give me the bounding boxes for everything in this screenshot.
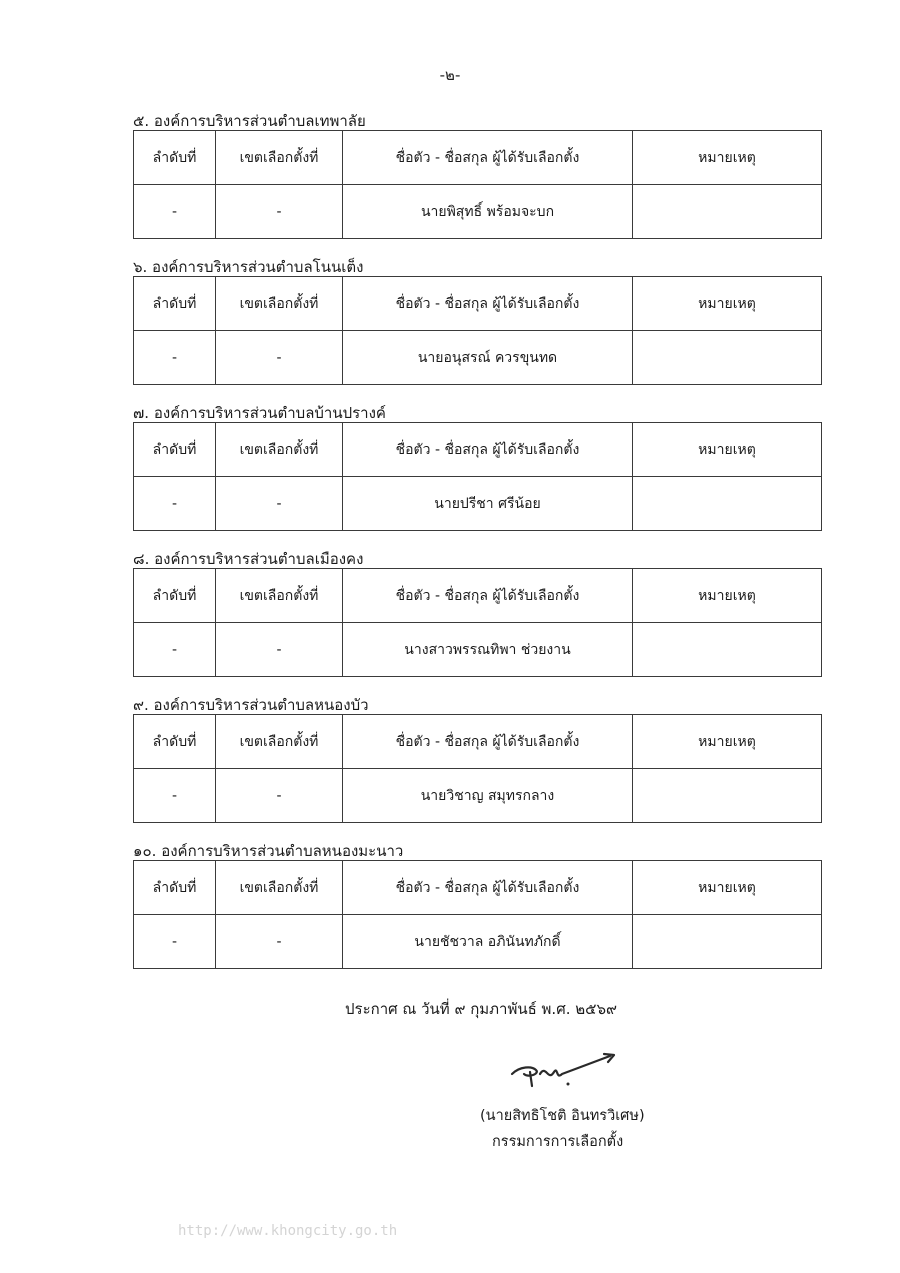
- cell-order: -: [134, 623, 216, 677]
- table-row: [134, 477, 822, 531]
- results-table: [133, 568, 822, 677]
- table-row: [134, 623, 822, 677]
- header-order: ลำดับที่: [134, 131, 216, 185]
- table-header-row: [134, 861, 822, 915]
- page-number: -๒-: [439, 66, 461, 84]
- table-header-row: [134, 277, 822, 331]
- header-district: เขตเลือกตั้งที่: [216, 423, 343, 477]
- results-table: [133, 860, 822, 969]
- header-name: ชื่อตัว - ชื่อสกุล ผู้ได้รับเลือกตั้ง: [343, 423, 633, 477]
- cell-remark: [633, 623, 822, 677]
- cell-name: นายปรีชา ศรีน้อย: [343, 477, 633, 531]
- cell-district: -: [216, 915, 343, 969]
- header-remark: หมายเหตุ: [633, 861, 822, 915]
- source-watermark: http://www.khongcity.go.th: [178, 1223, 398, 1239]
- signature-image: [510, 1052, 620, 1092]
- cell-remark: [633, 185, 822, 239]
- cell-remark: [633, 331, 822, 385]
- section-title: ๗. องค์การบริหารส่วนตำบลบ้านปรางค์: [133, 404, 386, 422]
- header-district: เขตเลือกตั้งที่: [216, 131, 343, 185]
- cell-name: นายพิสุทธิ์ พร้อมจะบก: [343, 185, 633, 239]
- cell-order: -: [134, 331, 216, 385]
- cell-remark: [633, 477, 822, 531]
- cell-order: -: [134, 915, 216, 969]
- section-title: ๖. องค์การบริหารส่วนตำบลโนนเต็ง: [133, 258, 364, 276]
- results-table: [133, 714, 822, 823]
- header-remark: หมายเหตุ: [633, 715, 822, 769]
- signer-title: กรรมการการเลือกตั้ง: [492, 1134, 624, 1150]
- announcement-date: ประกาศ ณ วันที่ ๙ กุมภาพันธ์ พ.ศ. ๒๕๖๙: [345, 1000, 618, 1018]
- header-name: ชื่อตัว - ชื่อสกุล ผู้ได้รับเลือกตั้ง: [343, 277, 633, 331]
- header-order: ลำดับที่: [134, 715, 216, 769]
- header-district: เขตเลือกตั้งที่: [216, 569, 343, 623]
- section-title: ๘. องค์การบริหารส่วนตำบลเมืองคง: [133, 550, 364, 568]
- table-header-row: [134, 715, 822, 769]
- signer-name: (นายสิทธิโชติ อินทรวิเศษ): [480, 1108, 645, 1124]
- cell-name: นายอนุสรณ์ ควรขุนทด: [343, 331, 633, 385]
- cell-name: นายวิชาญ สมุทรกลาง: [343, 769, 633, 823]
- cell-district: -: [216, 769, 343, 823]
- header-district: เขตเลือกตั้งที่: [216, 715, 343, 769]
- header-order: ลำดับที่: [134, 861, 216, 915]
- cell-district: -: [216, 477, 343, 531]
- table-header-row: [134, 423, 822, 477]
- cell-order: -: [134, 185, 216, 239]
- header-order: ลำดับที่: [134, 569, 216, 623]
- table-header-row: [134, 131, 822, 185]
- header-order: ลำดับที่: [134, 423, 216, 477]
- cell-order: -: [134, 769, 216, 823]
- section-title: ๙. องค์การบริหารส่วนตำบลหนองบัว: [133, 696, 369, 714]
- header-district: เขตเลือกตั้งที่: [216, 277, 343, 331]
- header-remark: หมายเหตุ: [633, 569, 822, 623]
- header-district: เขตเลือกตั้งที่: [216, 861, 343, 915]
- section-title: ๕. องค์การบริหารส่วนตำบลเทพาลัย: [133, 112, 366, 130]
- cell-name: นายชัชวาล อภินันทภักดิ์: [343, 915, 633, 969]
- results-table: [133, 276, 822, 385]
- table-row: [134, 769, 822, 823]
- section-title: ๑๐. องค์การบริหารส่วนตำบลหนองมะนาว: [133, 842, 404, 860]
- header-name: ชื่อตัว - ชื่อสกุล ผู้ได้รับเลือกตั้ง: [343, 861, 633, 915]
- cell-district: -: [216, 331, 343, 385]
- table-row: [134, 185, 822, 239]
- header-name: ชื่อตัว - ชื่อสกุล ผู้ได้รับเลือกตั้ง: [343, 715, 633, 769]
- results-table: [133, 422, 822, 531]
- header-name: ชื่อตัว - ชื่อสกุล ผู้ได้รับเลือกตั้ง: [343, 569, 633, 623]
- cell-order: -: [134, 477, 216, 531]
- cell-name: นางสาวพรรณทิพา ช่วยงาน: [343, 623, 633, 677]
- header-remark: หมายเหตุ: [633, 423, 822, 477]
- cell-remark: [633, 915, 822, 969]
- header-name: ชื่อตัว - ชื่อสกุล ผู้ได้รับเลือกตั้ง: [343, 131, 633, 185]
- cell-remark: [633, 769, 822, 823]
- header-remark: หมายเหตุ: [633, 131, 822, 185]
- results-table: [133, 130, 822, 239]
- cell-district: -: [216, 185, 343, 239]
- table-header-row: [134, 569, 822, 623]
- table-row: [134, 331, 822, 385]
- header-remark: หมายเหตุ: [633, 277, 822, 331]
- header-order: ลำดับที่: [134, 277, 216, 331]
- cell-district: -: [216, 623, 343, 677]
- table-row: [134, 915, 822, 969]
